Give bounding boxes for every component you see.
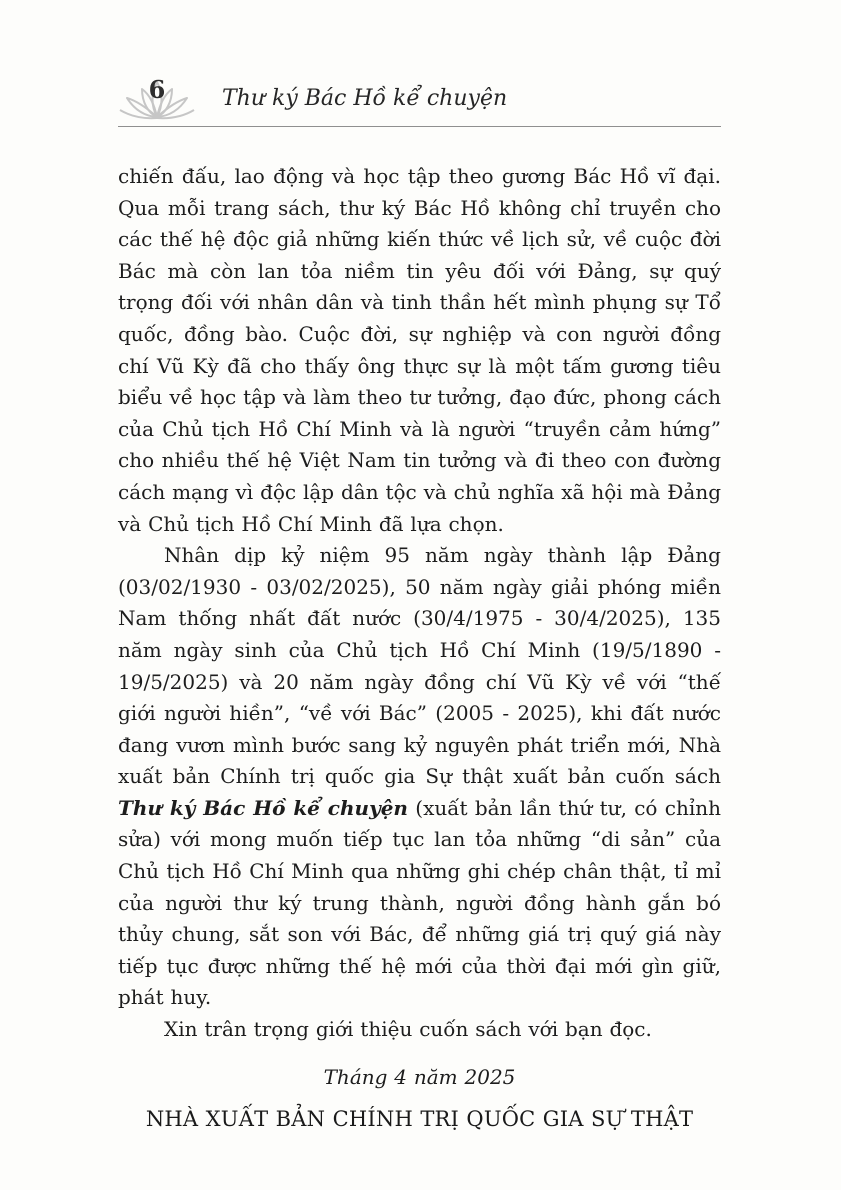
paragraph-2-text-before: Nhân dịp kỷ niệm 95 năm ngày thành lập Đảng (03/02/1930 - 03/02/2025), 50 năm ngày giải phóng miền Nam thống nhất đất nước (30/4/1975 - 30/4/2025), 135 năm ngày sinh của Chủ tịch Hồ Chí Minh (19/5/1890 - 19/5/2025) và 20 năm ngày đồng chí Vũ Kỳ về với “thế giới người hiền”, “về với Bác” (2005 - 2025), khi đất nước đang vươn mình bước sang kỷ nguyên phát triển mới, Nhà xuất bản Chính trị quốc gia Sự thật xuất bản cuốn sách (118, 543, 721, 789)
running-header-title: Thư ký Bác Hồ kể chuyện (222, 85, 508, 111)
paragraph-1: chiến đấu, lao động và học tập theo gương Bác Hồ vĩ đại. Qua mỗi trang sách, thư ký Bác Hồ không chỉ truyền cho các thế hệ độc giả những kiến thức về lịch sử, về cuộc đời Bác mà còn lan tỏa niềm tin yêu đối với Đảng, sự quý trọng đối với nhân dân và tinh thần hết mình phụng sự Tổ quốc, đồng bào. Cuộc đời, sự nghiệp và con người đồng chí Vũ Kỳ đã cho thấy ông thực sự là một tấm gương tiêu biểu về học tập và làm theo tư tưởng, đạo đức, phong cách của Chủ tịch Hồ Chí Minh và là người “truyền cảm hứng” cho nhiều thế hệ Việt Nam tin tưởng và đi theo con đường cách mạng vì độc lập dân tộc và chủ nghĩa xã hội mà Đảng và Chủ tịch Hồ Chí Minh đã lựa chọn. (118, 164, 721, 536)
paragraph-2-text-after: (xuất bản lần thứ tư, có chỉnh sửa) với mong muốn tiếp tục lan tỏa những “di sản” của Chủ tịch Hồ Chí Minh qua những ghi chép chân thật, tỉ mỉ của người thư ký trung thành, người đồng hành gắn bó thủy chung, sắt son với Bác, để những giá trị quý giá này tiếp tục được những thế hệ mới của thời đại mới gìn giữ, phát huy. (118, 795, 721, 1010)
page-number-ornament (118, 74, 196, 122)
publisher-line: NHÀ XUẤT BẢN CHÍNH TRỊ QUỐC GIA SỰ THẬT (145, 1107, 694, 1132)
paragraph-2 (118, 540, 721, 1014)
page-header (118, 74, 721, 122)
header-rule (118, 126, 721, 127)
page-number: 6 (148, 75, 166, 104)
book-title-inline: Thư ký Bác Hồ kể chuyện (118, 795, 408, 820)
page-body (118, 161, 721, 1136)
date-line: Tháng 4 năm 2025 (323, 1064, 516, 1089)
paragraph-3: Xin trân trọng giới thiệu cuốn sách với bạn đọc. (164, 1017, 652, 1042)
